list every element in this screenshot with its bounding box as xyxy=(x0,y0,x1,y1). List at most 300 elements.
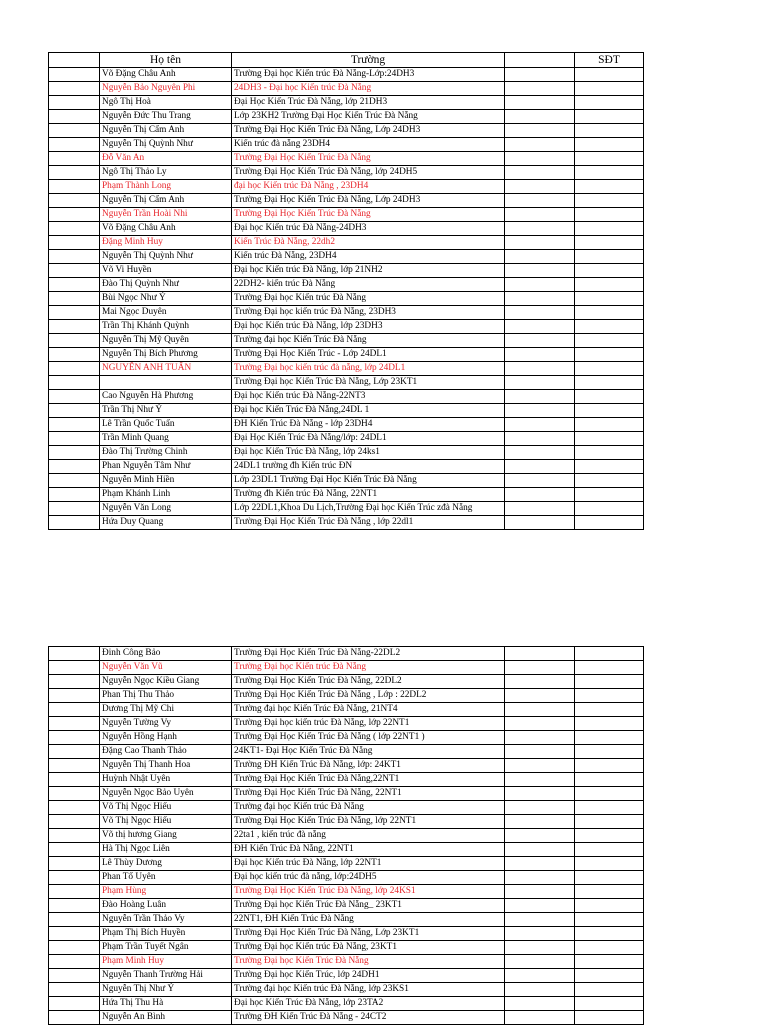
table-row xyxy=(49,236,644,250)
table-row xyxy=(49,703,644,717)
school-cell: Đại học Kiến trúc Đà Nẵng-24DH3 xyxy=(232,222,505,236)
phone-cell xyxy=(575,460,644,474)
table-row xyxy=(49,857,644,871)
extra-cell xyxy=(505,661,575,675)
table-row xyxy=(49,516,644,530)
extra-cell xyxy=(505,745,575,759)
extra-cell xyxy=(505,689,575,703)
extra-cell xyxy=(505,647,575,661)
phone-cell xyxy=(575,390,644,404)
index-cell xyxy=(49,843,100,857)
table-row xyxy=(49,404,644,418)
school-cell: Trường Đại học Kiến Trúc Đà Nẵng, Lớp 23KT1 xyxy=(232,376,505,390)
index-cell xyxy=(49,488,100,502)
extra-cell xyxy=(505,432,575,446)
extra-cell xyxy=(505,110,575,124)
index-cell xyxy=(49,927,100,941)
index-cell xyxy=(49,661,100,675)
name-cell: Nguyễn Thị Quỳnh Như xyxy=(100,138,232,152)
school-cell: Trường Đại học Kiến Trúc Đà Nẵng_ 23KT1 xyxy=(232,899,505,913)
extra-cell xyxy=(505,82,575,96)
table-row xyxy=(49,871,644,885)
phone-cell xyxy=(575,432,644,446)
extra-cell xyxy=(505,843,575,857)
index-cell xyxy=(49,68,100,82)
index-cell xyxy=(49,689,100,703)
school-cell: Trường đại học Kiến trúc Đà Nẵng, lớp 23KS1 xyxy=(232,983,505,997)
school-cell: Trường Đại Học Kiến Trúc Đà Nẵng,22NT1 xyxy=(232,773,505,787)
index-cell xyxy=(49,460,100,474)
school-cell: Đại học Kiến trúc Đà Nẵng, lớp 22NT1 xyxy=(232,857,505,871)
table-row xyxy=(49,502,644,516)
name-cell: Nguyễn Bảo Nguyên Phi xyxy=(100,82,232,96)
phone-cell xyxy=(575,474,644,488)
school-cell: 22NT1, ĐH Kiến Trúc Đà Nẵng xyxy=(232,913,505,927)
phone-cell xyxy=(575,675,644,689)
index-cell xyxy=(49,124,100,138)
phone-cell xyxy=(575,348,644,362)
index-cell xyxy=(49,647,100,661)
extra-cell xyxy=(505,927,575,941)
extra-cell xyxy=(505,516,575,530)
index-cell xyxy=(49,731,100,745)
header-blank-2 xyxy=(505,53,575,68)
extra-cell xyxy=(505,1011,575,1025)
phone-cell xyxy=(575,843,644,857)
name-cell: Nguyễn An Bình xyxy=(100,1011,232,1025)
name-cell: Đào Thị Trường Chinh xyxy=(100,446,232,460)
table-row xyxy=(49,348,644,362)
index-cell xyxy=(49,208,100,222)
extra-cell xyxy=(505,997,575,1011)
extra-cell xyxy=(505,913,575,927)
phone-cell xyxy=(575,222,644,236)
extra-cell xyxy=(505,857,575,871)
index-cell xyxy=(49,983,100,997)
extra-cell xyxy=(505,418,575,432)
index-cell xyxy=(49,759,100,773)
extra-cell xyxy=(505,180,575,194)
school-cell: Trường Đại học Kiến trúc Đà Nẵng xyxy=(232,292,505,306)
phone-cell xyxy=(575,110,644,124)
table-row xyxy=(49,731,644,745)
extra-cell xyxy=(505,801,575,815)
name-cell: Phạm Thị Bích Huyền xyxy=(100,927,232,941)
index-cell xyxy=(49,348,100,362)
school-cell: Trường Đại Học Kiến Trúc Đà Nẵng, 22DL2 xyxy=(232,675,505,689)
phone-cell xyxy=(575,320,644,334)
school-cell: Đại học Kiến Trúc Đà Nẵng, lớp 23TA2 xyxy=(232,997,505,1011)
table-row xyxy=(49,82,644,96)
phone-cell xyxy=(575,194,644,208)
index-cell xyxy=(49,899,100,913)
school-cell: Trường đại học Kiến Trúc Đà Nẵng xyxy=(232,334,505,348)
phone-cell xyxy=(575,927,644,941)
index-cell xyxy=(49,166,100,180)
table-row xyxy=(49,166,644,180)
name-cell: Đặng Minh Huy xyxy=(100,236,232,250)
index-cell xyxy=(49,404,100,418)
phone-cell xyxy=(575,502,644,516)
index-cell xyxy=(49,745,100,759)
name-cell: NGUYỄN ANH TUẤN xyxy=(100,362,232,376)
table-row xyxy=(49,460,644,474)
phone-cell xyxy=(575,759,644,773)
extra-cell xyxy=(505,502,575,516)
phone-cell xyxy=(575,96,644,110)
name-cell: Đinh Công Bảo xyxy=(100,647,232,661)
name-cell: Phạm Khánh Linh xyxy=(100,488,232,502)
phone-cell xyxy=(575,689,644,703)
phone-cell xyxy=(575,264,644,278)
phone-cell xyxy=(575,955,644,969)
index-cell xyxy=(49,997,100,1011)
index-cell xyxy=(49,502,100,516)
table-row xyxy=(49,1011,644,1025)
name-cell: Nguyễn Thị Như Ý xyxy=(100,983,232,997)
name-cell: Huỳnh Nhật Uyên xyxy=(100,773,232,787)
name-cell: Nguyễn Thanh Trường Hải xyxy=(100,969,232,983)
extra-cell xyxy=(505,404,575,418)
phone-cell xyxy=(575,787,644,801)
name-cell: Bùi Ngọc Như Ý xyxy=(100,292,232,306)
extra-cell xyxy=(505,236,575,250)
registration-table-2 xyxy=(48,646,644,1025)
index-cell xyxy=(49,96,100,110)
index-cell xyxy=(49,829,100,843)
index-cell xyxy=(49,446,100,460)
table-row xyxy=(49,647,644,661)
index-cell xyxy=(49,278,100,292)
extra-cell xyxy=(505,899,575,913)
header-row xyxy=(49,53,644,68)
name-cell: Dương Thị Mỹ Chi xyxy=(100,703,232,717)
name-cell: Trần Thị Như Ý xyxy=(100,404,232,418)
name-cell: Phạm Trần Tuyết Ngân xyxy=(100,941,232,955)
phone-cell xyxy=(575,829,644,843)
table-row xyxy=(49,194,644,208)
table-row xyxy=(49,474,644,488)
school-cell: Trường Đại Học Kiến Trúc - Lớp 24DL1 xyxy=(232,348,505,362)
name-cell: Nguyễn Thị Cẩm Anh xyxy=(100,194,232,208)
phone-cell xyxy=(575,983,644,997)
school-cell: Trường ĐH Kiến Trúc Đà Nẵng, lớp: 24KT1 xyxy=(232,759,505,773)
index-cell xyxy=(49,773,100,787)
name-cell: Đỗ Văn An xyxy=(100,152,232,166)
index-cell xyxy=(49,292,100,306)
name-cell: Nguyễn Trần Hoài Nhi xyxy=(100,208,232,222)
phone-cell xyxy=(575,68,644,82)
table-row xyxy=(49,264,644,278)
table-row xyxy=(49,208,644,222)
extra-cell xyxy=(505,871,575,885)
phone-cell xyxy=(575,899,644,913)
extra-cell xyxy=(505,446,575,460)
extra-cell xyxy=(505,124,575,138)
name-cell: Võ Thị Ngọc Hiếu xyxy=(100,801,232,815)
phone-cell xyxy=(575,516,644,530)
index-cell xyxy=(49,969,100,983)
index-cell xyxy=(49,913,100,927)
name-cell: Hà Thị Ngọc Liên xyxy=(100,843,232,857)
school-cell: Đại học Kiến trúc Đà Nẵng-22NT3 xyxy=(232,390,505,404)
table-row xyxy=(49,488,644,502)
index-cell xyxy=(49,432,100,446)
school-cell: đại học Kiến trúc Đà Nẵng , 23DH4 xyxy=(232,180,505,194)
phone-cell xyxy=(575,82,644,96)
table-row xyxy=(49,787,644,801)
school-cell: 24KT1- Đại Học Kiến Trúc Đà Nẵng xyxy=(232,745,505,759)
phone-cell xyxy=(575,236,644,250)
table-row xyxy=(49,675,644,689)
table-row xyxy=(49,969,644,983)
school-cell: Trường Đại Học Kiến Trúc Đà Nẵng xyxy=(232,152,505,166)
extra-cell xyxy=(505,334,575,348)
table-row xyxy=(49,983,644,997)
school-cell: Kiến Trúc Đà Nẵng, 22dh2 xyxy=(232,236,505,250)
index-cell xyxy=(49,857,100,871)
phone-cell xyxy=(575,773,644,787)
table-row xyxy=(49,446,644,460)
table-row xyxy=(49,885,644,899)
table-row xyxy=(49,913,644,927)
table-row xyxy=(49,843,644,857)
phone-cell xyxy=(575,857,644,871)
school-cell: Trường đại học Kiến Trúc Đà Nẵng, 21NT4 xyxy=(232,703,505,717)
extra-cell xyxy=(505,815,575,829)
phone-cell xyxy=(575,138,644,152)
school-cell: Trường Đại Học Kiến Trúc Đà Nẵng, 22NT1 xyxy=(232,787,505,801)
extra-cell xyxy=(505,759,575,773)
school-cell: Trường Đại học kiến trúc Đà Nẵng, lớp 22NT1 xyxy=(232,717,505,731)
phone-cell xyxy=(575,306,644,320)
table-row xyxy=(49,96,644,110)
name-cell: Võ Đặng Châu Anh xyxy=(100,68,232,82)
name-cell: Nguyễn Ngọc Kiều Giang xyxy=(100,675,232,689)
table-row xyxy=(49,138,644,152)
school-cell: 24DH3 - Đại học Kiến trúc Đà Nẵng xyxy=(232,82,505,96)
extra-cell xyxy=(505,717,575,731)
phone-cell xyxy=(575,124,644,138)
extra-cell xyxy=(505,194,575,208)
school-cell: Lớp 23KH2 Trường Đại Học Kiến Trúc Đà Nẵng xyxy=(232,110,505,124)
school-cell: Đại học Kiến Trúc Đà Nẵng,24DL 1 xyxy=(232,404,505,418)
school-cell: Trường Đại Học Kiến Trúc Đà Nẵng xyxy=(232,208,505,222)
index-cell xyxy=(49,801,100,815)
name-cell xyxy=(100,376,232,390)
name-cell: Đào Hoàng Luân xyxy=(100,899,232,913)
school-cell: Trường Đại Học Kiến Trúc Đà Nẵng , lớp 22dl1 xyxy=(232,516,505,530)
table-row xyxy=(49,717,644,731)
table-row xyxy=(49,997,644,1011)
index-cell xyxy=(49,334,100,348)
table-row xyxy=(49,418,644,432)
index-cell xyxy=(49,320,100,334)
table-row xyxy=(49,801,644,815)
name-cell: Nguyễn Thị Quỳnh Như xyxy=(100,250,232,264)
registration-table-1 xyxy=(48,52,644,530)
table-row xyxy=(49,773,644,787)
index-cell xyxy=(49,815,100,829)
extra-cell xyxy=(505,731,575,745)
name-cell: Ngô Thị Thảo Ly xyxy=(100,166,232,180)
phone-cell xyxy=(575,166,644,180)
index-cell xyxy=(49,152,100,166)
school-cell: Trường Đại Học Kiến Trúc Đà Nẵng, Lớp 23KT1 xyxy=(232,927,505,941)
school-cell: 24DL1 trường đh Kiến trúc ĐN xyxy=(232,460,505,474)
school-cell: 22DH2- kiến trúc Đà Nẵng xyxy=(232,278,505,292)
school-cell: Trường Đại Học Kiến Trúc Đà Nẵng, Lớp 24DH3 xyxy=(232,194,505,208)
name-cell: Lê Trần Quốc Tuấn xyxy=(100,418,232,432)
table-row xyxy=(49,68,644,82)
table-row xyxy=(49,899,644,913)
index-cell xyxy=(49,390,100,404)
extra-cell xyxy=(505,941,575,955)
extra-cell xyxy=(505,250,575,264)
school-cell: Trường Đại học kiến trúc đà nẵng, lớp 24DL1 xyxy=(232,362,505,376)
index-cell xyxy=(49,871,100,885)
header-blank xyxy=(49,53,100,68)
phone-cell xyxy=(575,376,644,390)
index-cell xyxy=(49,418,100,432)
index-cell xyxy=(49,250,100,264)
extra-cell xyxy=(505,787,575,801)
name-cell: Nguyễn Thị Bích Phương xyxy=(100,348,232,362)
phone-cell xyxy=(575,647,644,661)
table-row xyxy=(49,180,644,194)
index-cell xyxy=(49,110,100,124)
extra-cell xyxy=(505,348,575,362)
extra-cell xyxy=(505,955,575,969)
table-row xyxy=(49,661,644,675)
table-row xyxy=(49,320,644,334)
table-row xyxy=(49,362,644,376)
school-cell: Trường Đại học Kiến Trúc Đà Nẵng xyxy=(232,955,505,969)
school-cell: Trường Đại Học Kiến Trúc Đà Nẵng, Lớp 24DH3 xyxy=(232,124,505,138)
name-cell: Nguyễn Thị Thanh Hoa xyxy=(100,759,232,773)
extra-cell xyxy=(505,292,575,306)
name-cell: Võ Vi Huyền xyxy=(100,264,232,278)
extra-cell xyxy=(505,829,575,843)
name-cell: Phạm Minh Huy xyxy=(100,955,232,969)
table-row xyxy=(49,250,644,264)
phone-cell xyxy=(575,717,644,731)
name-cell: Nguyễn Ngọc Bảo Uyên xyxy=(100,787,232,801)
phone-cell xyxy=(575,180,644,194)
name-cell: Nguyễn Minh Hiền xyxy=(100,474,232,488)
table-row xyxy=(49,292,644,306)
table-row xyxy=(49,745,644,759)
name-cell: Võ Đặng Châu Anh xyxy=(100,222,232,236)
index-cell xyxy=(49,306,100,320)
index-cell xyxy=(49,675,100,689)
index-cell xyxy=(49,138,100,152)
extra-cell xyxy=(505,376,575,390)
school-cell: Trường Đại Học Kiến Trúc Đà Nẵng ( lớp 22NT1 ) xyxy=(232,731,505,745)
index-cell xyxy=(49,264,100,278)
extra-cell xyxy=(505,983,575,997)
name-cell: Võ Thị Ngọc Hiếu xyxy=(100,815,232,829)
table-row xyxy=(49,432,644,446)
name-cell: Hứa Thị Thu Hà xyxy=(100,997,232,1011)
header-phone: SĐT xyxy=(575,53,644,68)
table-row xyxy=(49,334,644,348)
phone-cell xyxy=(575,1011,644,1025)
extra-cell xyxy=(505,703,575,717)
school-cell: Lớp 22DL1,Khoa Du Lịch,Trường Đại học Kiến Trúc zđà Nẵng xyxy=(232,502,505,516)
index-cell xyxy=(49,82,100,96)
school-cell: ĐH Kiến Trúc Đà Nẵng - lớp 23DH4 xyxy=(232,418,505,432)
extra-cell xyxy=(505,460,575,474)
phone-cell xyxy=(575,997,644,1011)
header-name: Họ tên xyxy=(100,53,232,68)
name-cell: Trần Thị Khánh Quỳnh xyxy=(100,320,232,334)
table-row xyxy=(49,110,644,124)
table-row xyxy=(49,306,644,320)
school-cell: Kiến trúc Đà Nẵng, 23DH4 xyxy=(232,250,505,264)
extra-cell xyxy=(505,138,575,152)
extra-cell xyxy=(505,675,575,689)
name-cell: Ngô Thị Hoà xyxy=(100,96,232,110)
table-row xyxy=(49,759,644,773)
header-school: Trường xyxy=(232,53,505,68)
phone-cell xyxy=(575,913,644,927)
phone-cell xyxy=(575,885,644,899)
extra-cell xyxy=(505,320,575,334)
extra-cell xyxy=(505,390,575,404)
phone-cell xyxy=(575,292,644,306)
phone-cell xyxy=(575,969,644,983)
school-cell: Đại Học Kiến Trúc Đà Nẵng, lớp 21DH3 xyxy=(232,96,505,110)
school-cell: Trường Đại học Kiến trúc Đà Nẵng-Lớp:24DH3 xyxy=(232,68,505,82)
phone-cell xyxy=(575,661,644,675)
index-cell xyxy=(49,885,100,899)
extra-cell xyxy=(505,152,575,166)
name-cell: Phan Tố Uyên xyxy=(100,871,232,885)
phone-cell xyxy=(575,488,644,502)
phone-cell xyxy=(575,418,644,432)
name-cell: Võ thị hương Giang xyxy=(100,829,232,843)
school-cell: Trường Đại Học Kiến Trúc Đà Nẵng , Lớp : 22DL2 xyxy=(232,689,505,703)
table-row xyxy=(49,815,644,829)
extra-cell xyxy=(505,96,575,110)
phone-cell xyxy=(575,871,644,885)
school-cell: Trường Đại Học Kiến Trúc Đà Nẵng, lớp 24KS1 xyxy=(232,885,505,899)
name-cell: Nguyễn Văn Vũ xyxy=(100,661,232,675)
extra-cell xyxy=(505,474,575,488)
extra-cell xyxy=(505,264,575,278)
school-cell: Trường Đại Học Kiến Trúc Đà Nẵng, lớp 24DH5 xyxy=(232,166,505,180)
name-cell: Đào Thị Quỳnh Như xyxy=(100,278,232,292)
name-cell: Đặng Cao Thanh Thảo xyxy=(100,745,232,759)
name-cell: Lê Thùy Dương xyxy=(100,857,232,871)
table-row xyxy=(49,829,644,843)
table-row xyxy=(49,152,644,166)
extra-cell xyxy=(505,885,575,899)
school-cell: Trường Đại Học Kiến Trúc Đà Nẵng-22DL2 xyxy=(232,647,505,661)
school-cell: 22ta1 , kiến trúc đà nẵng xyxy=(232,829,505,843)
index-cell xyxy=(49,194,100,208)
school-cell: Đại Học Kiến Trúc Đà Nẵng/lớp: 24DL1 xyxy=(232,432,505,446)
table-row xyxy=(49,376,644,390)
phone-cell xyxy=(575,815,644,829)
index-cell xyxy=(49,474,100,488)
extra-cell xyxy=(505,222,575,236)
phone-cell xyxy=(575,278,644,292)
school-cell: Đại học Kiến Trúc Đà Nẵng, lớp 24ks1 xyxy=(232,446,505,460)
school-cell: Trường đại học Kiến trúc Đà Nẵng xyxy=(232,801,505,815)
name-cell: Nguyễn Trần Thảo Vy xyxy=(100,913,232,927)
